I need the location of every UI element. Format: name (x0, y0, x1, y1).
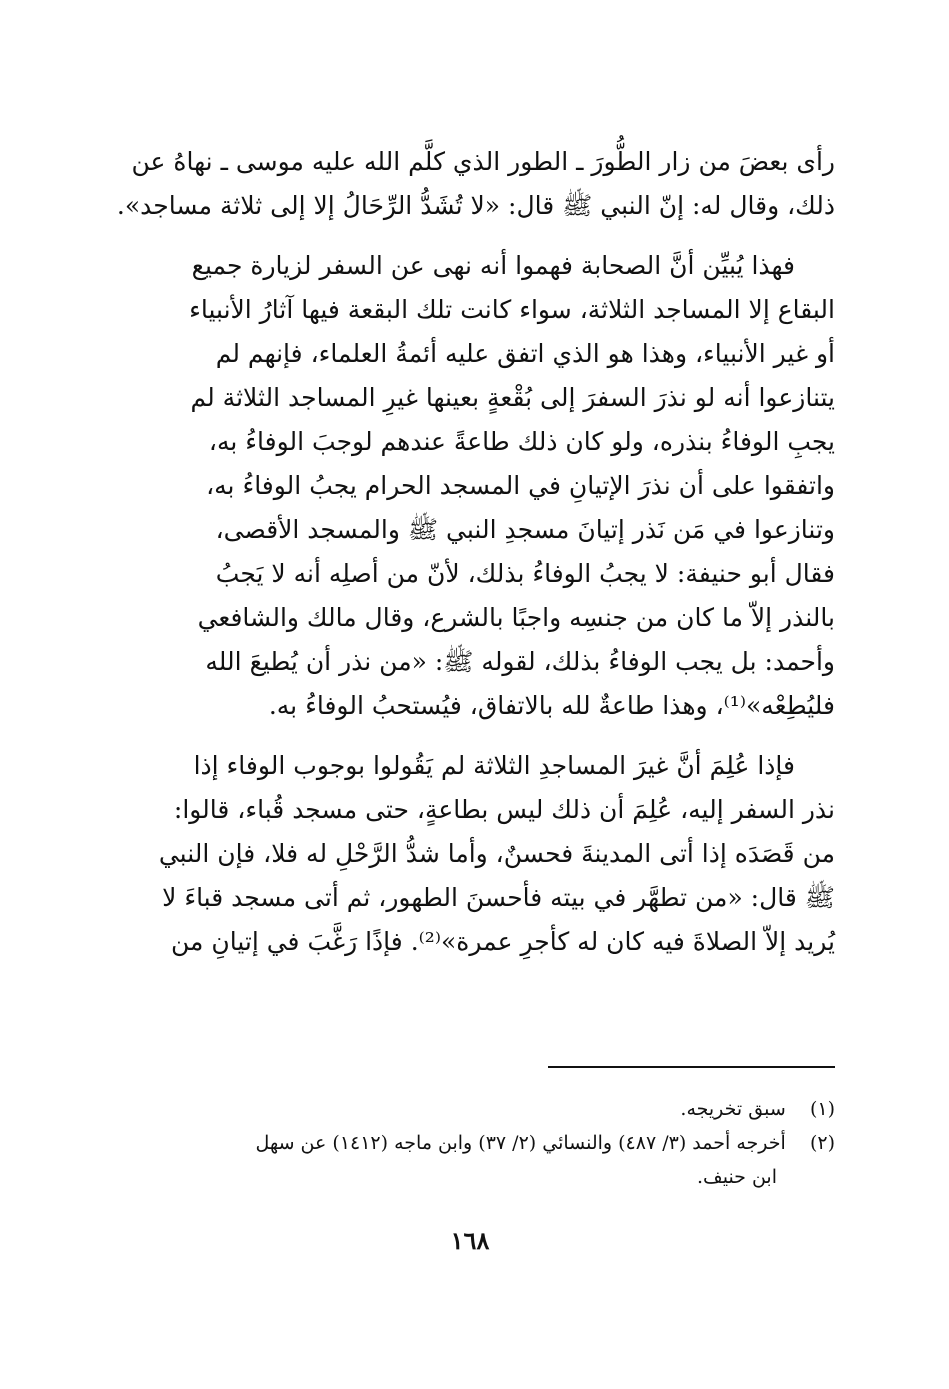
text-line: يتنازعوا أنه لو نذرَ السفرَ إلى بُقْعةٍ بعينها غيرِ المساجد الثلاثة لم (190, 383, 835, 412)
paragraph-3 (100, 744, 835, 964)
text-line: وأحمد: بل يجب الوفاءُ بذلك، لقوله ﷺ: «من نذر أن يُطيعَ الله (205, 647, 835, 676)
footnote-separator (548, 1066, 835, 1068)
text-line: واتفقوا على أن نذرَ الإتيانِ في المسجد الحرام يجبُ الوفاءُ به، (206, 471, 835, 500)
footnote-marker: (١) (809, 1098, 835, 1120)
text-line: ذلك، وقال له: إنّ النبي ﷺ قال: «لا تُشَدُّ الرِّحَالُ إلا إلى ثلاثة مساجد». (116, 191, 835, 220)
footnotes (100, 1092, 835, 1194)
paragraph-1 (100, 140, 835, 228)
footnote-2 (100, 1126, 835, 1160)
footnote-text: أخرجه أحمد (٣/ ٤٨٧) والنسائي (٢/ ٣٧) وابن ماجه (١٤١٢) عن سهل (255, 1132, 786, 1154)
text-line: فإذا عُلِمَ أنَّ غيرَ المساجدِ الثلاثة لم يَقُولوا بوجوب الوفاء إذا (193, 751, 795, 780)
text-line: البقاع إلا المساجد الثلاثة، سواء كانت تلك البقعة فيها آثارُ الأنبياء (189, 295, 835, 324)
text-line: فليُطِعْه»⁽¹⁾، وهذا طاعةٌ لله بالاتفاق، فيُستحبُ الوفاءُ به. (268, 691, 835, 720)
footnote-text: سبق تخريجه. (680, 1098, 786, 1120)
text-line: بالنذر إلاّ ما كان من جنسِه واجبًا بالشرع، وقال مالك والشافعي (197, 603, 835, 632)
text-line: يُريد إلاّ الصلاةَ فيه كان له كأجرِ عمرة»⁽²⁾. فإذًا رَغَّبَ في إتيانِ من (170, 927, 835, 956)
footnote-1 (100, 1092, 835, 1126)
text-line: فقال أبو حنيفة: لا يجبُ الوفاءُ بذلك، لأنّ من أصلِه أنه لا يَجبُ (215, 559, 835, 588)
text-line: فهذا يُبيِّن أنَّ الصحابة فهموا أنه نهى عن السفر لزيارة جميع (191, 251, 795, 280)
page-number: ١٦٨ (450, 1226, 490, 1255)
text-line: وتنازعوا في مَن نَذر إتيانَ مسجدِ النبي ﷺ والمسجد الأقصى، (215, 515, 835, 544)
text-line: نذر السفر إليه، عُلِمَ أن ذلك ليس بطاعةٍ، حتى مسجد قُباء، قالوا: (173, 795, 835, 824)
text-line: من قَصَدَه إذا أتى المدينةَ فحسنٌ، وأما شدُّ الرَّحْلِ له فلا، فإن النبي (158, 839, 835, 868)
footnote-marker: (٢) (809, 1132, 835, 1154)
text-line: ﷺ قال: «من تطهَّر في بيته فأحسنَ الطهور، ثم أتى مسجد قباءَ لا (162, 883, 835, 912)
footnote-2-continuation: ابن حنيف. (697, 1166, 777, 1188)
text-line: يجبِ الوفاءُ بنذره، ولو كان ذلك طاعةً عندهم لوجبَ الوفاءُ به، (208, 427, 835, 456)
paragraph-2 (100, 244, 835, 728)
text-line: رأى بعضَ من زار الطُّورَ ـ الطور الذي كلَّم الله عليه موسى ـ نهاهُ عن (131, 147, 835, 176)
main-text (100, 140, 835, 980)
text-line: أو غير الأنبياء، وهذا هو الذي اتفق عليه أئمةُ العلماء، فإنهم لم (215, 339, 835, 368)
